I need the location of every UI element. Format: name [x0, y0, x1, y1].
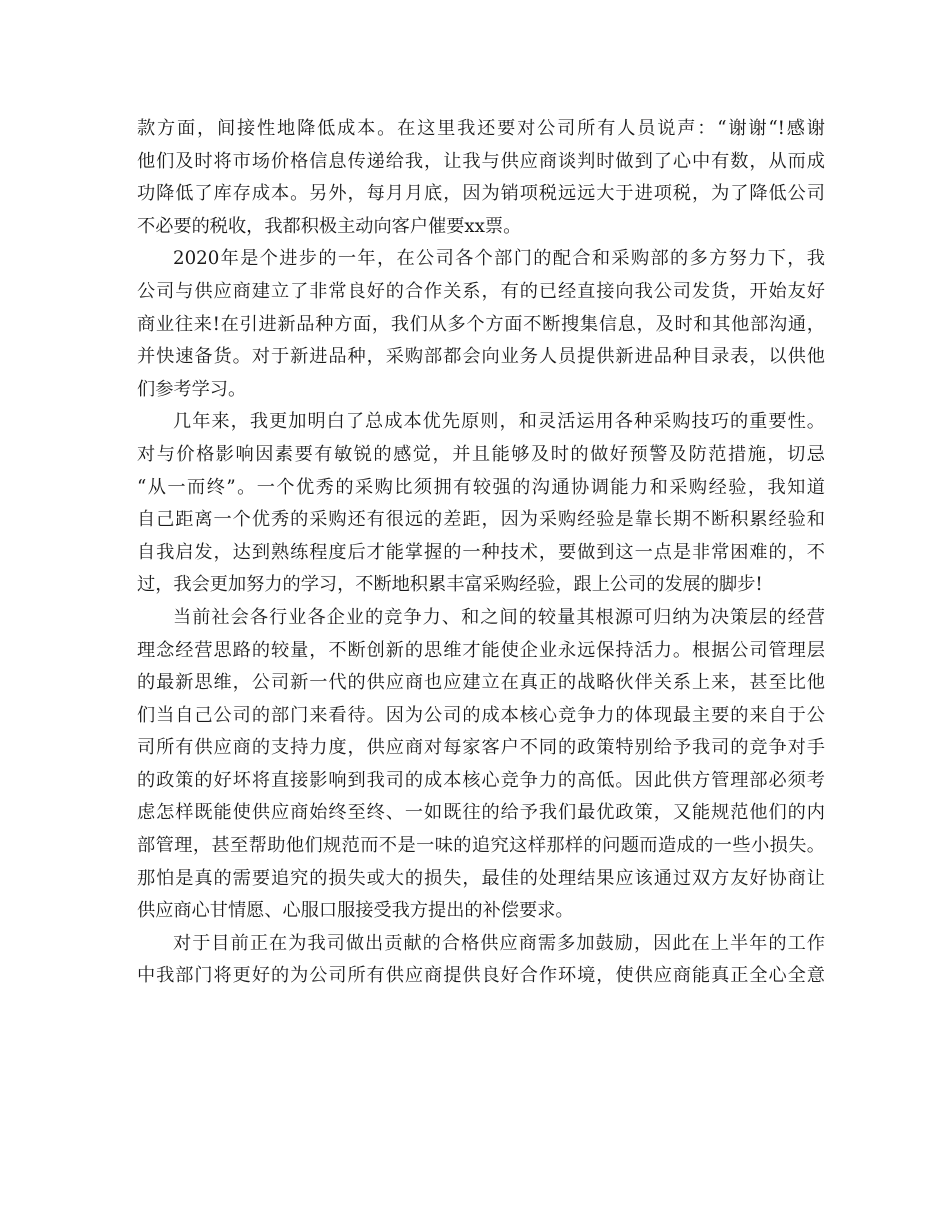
text-line: 那怕是真的需要追究的损失或大的损失，最佳的处理结果应该通过双方友好协商让 — [137, 867, 825, 889]
text-line: 功降低了库存成本。另外，每月月底，因为销项税远远大于进项税，为了降低公司 — [137, 183, 825, 205]
paragraph — [137, 113, 825, 243]
text-line: 的政策的好坏将直接影响到我司的成本核心竞争力的高低。因此供方管理部必须考 — [137, 769, 825, 791]
text-line: 们当自己公司的部门来看待。因为公司的成本核心竞争力的体现最主要的来自于公 — [137, 704, 825, 726]
text-line: 的最新思维，公司新一代的供应商也应建立在真正的战略伙伴关系上来，甚至比他 — [137, 672, 825, 694]
text-line: 中我部门将更好的为公司所有供应商提供良好合作环境，使供应商能真正全心全意 — [137, 965, 825, 987]
text-line: 2020年是个进步的一年，在公司各个部门的配合和采购部的多方努力下，我 — [173, 248, 825, 270]
text-line: 部管理，甚至帮助他们规范而不是一味的追究这样那样的问题而造成的一些小损失。 — [137, 835, 825, 857]
text-line: 商业往来!在引进新品种方面，我们从多个方面不断搜集信息，及时和其他部沟通， — [137, 313, 825, 335]
text-line: 对与价格影响因素要有敏锐的感觉，并且能够及时的做好预警及防范措施，切忌 — [137, 443, 825, 465]
text-line: 并快速备货。对于新进品种，采购部都会向业务人员提供新进品种目录表，以供他 — [137, 346, 825, 368]
paragraph — [137, 928, 825, 993]
paragraph — [137, 602, 825, 928]
text-line: 司所有供应商的支持力度，供应商对每家客户不同的政策特别给予我司的竞争对手 — [137, 737, 825, 759]
document-body — [137, 113, 825, 993]
paragraph — [137, 243, 825, 406]
text-line: 们参考学习。 — [137, 378, 247, 400]
text-line: 公司与供应商建立了非常良好的合作关系，有的已经直接向我公司发货，开始友好 — [137, 280, 825, 302]
text-line: 他们及时将市场价格信息传递给我，让我与供应商谈判时做到了心中有数，从而成 — [137, 150, 825, 172]
text-line: 不必要的税收，我都积极主动向客户催要xx票。 — [137, 215, 522, 237]
text-line: 供应商心甘情愿、心服口服接受我方提出的补偿要求。 — [137, 900, 574, 922]
paragraph — [137, 406, 825, 602]
text-line: 款方面，间接性地降低成本。在这里我还要对公司所有人员说声：“谢谢“!感谢 — [137, 118, 825, 139]
text-line: 虑怎样既能使供应商始终至终、一如既往的给予我们最优政策，又能规范他们的内 — [137, 802, 825, 824]
text-line: “从一而终”。一个优秀的采购比须拥有较强的沟通协调能力和采购经验，我知道 — [137, 476, 825, 498]
text-line: 几年来，我更加明白了总成本优先原则，和灵活运用各种采购技巧的重要性。 — [173, 411, 825, 433]
text-line: 当前社会各行业各企业的竞争力、和之间的较量其根源可归纳为决策层的经营 — [173, 606, 825, 628]
text-line: 过，我会更加努力的学习，不断地积累丰富采购经验，跟上公司的发展的脚步! — [137, 574, 763, 596]
text-line: 理念经营思路的较量，不断创新的思维才能使企业永远保持活力。根据公司管理层 — [137, 639, 825, 661]
text-line: 对于目前正在为我司做出贡献的合格供应商需多加鼓励，因此在上半年的工作 — [173, 932, 825, 954]
text-line: 自我启发，达到熟练程度后才能掌握的一种技术，要做到这一点是非常困难的，不 — [137, 541, 825, 563]
text-line: 自己距离一个优秀的采购还有很远的差距，因为采购经验是靠长期不断积累经验和 — [137, 509, 825, 531]
